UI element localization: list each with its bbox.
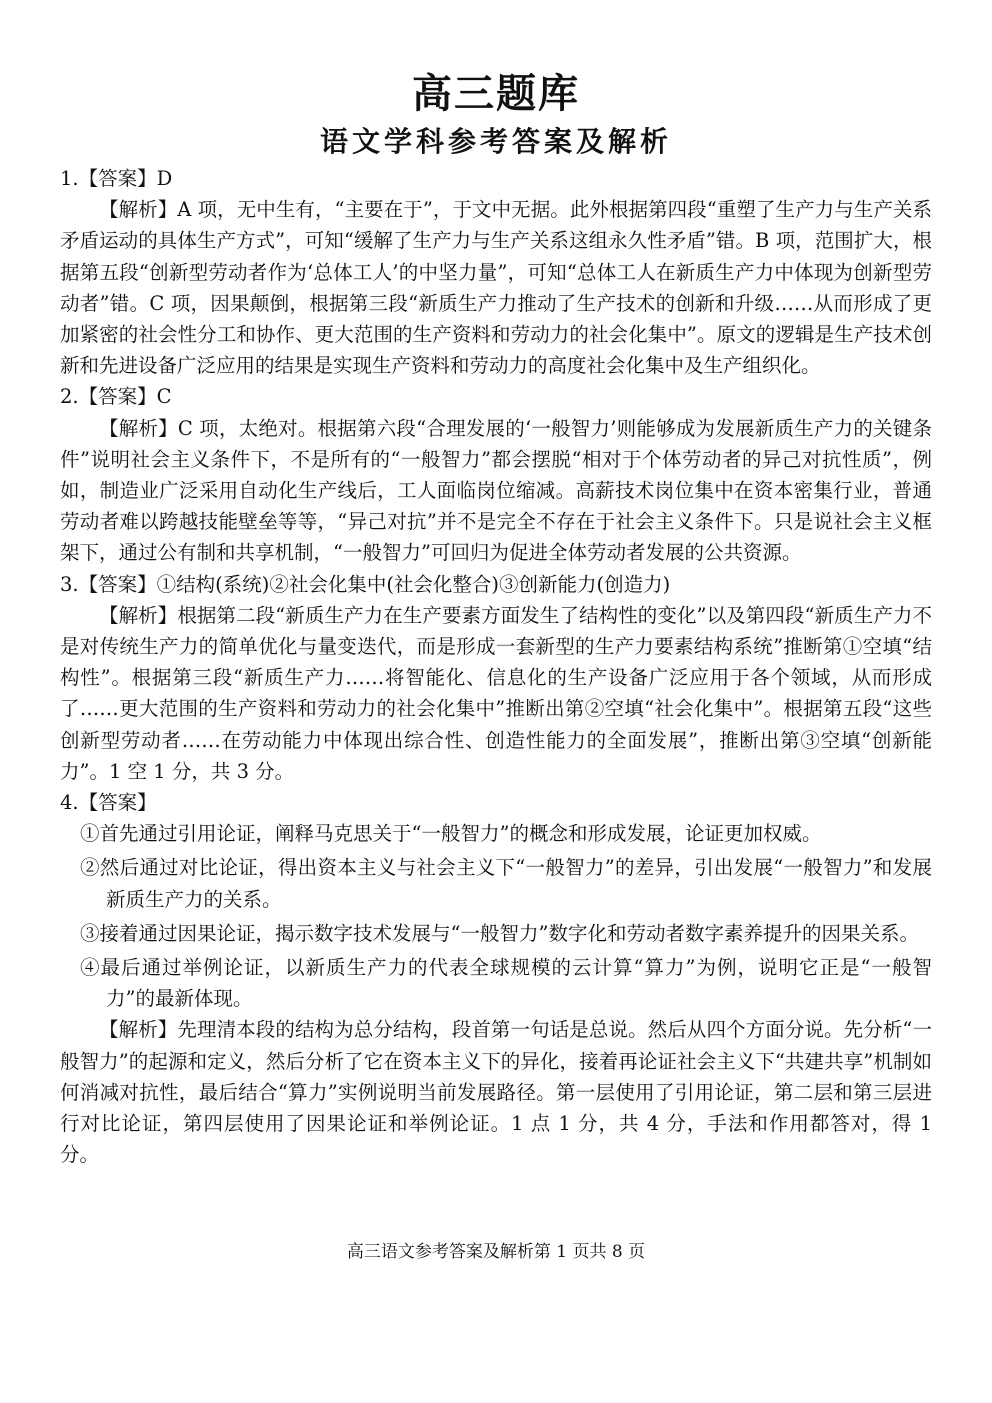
page-subtitle: 语文学科参考答案及解析 [319, 125, 672, 158]
q4-answer: 4.【答案】 [60, 791, 157, 815]
q2-answer: 2.【答案】C [60, 385, 172, 409]
answer-content [60, 163, 932, 1171]
page-footer: 高三语文参考答案及解析第 1 页共 8 页 [346, 1242, 646, 1262]
q1-answer: 1.【答案】D [60, 167, 173, 190]
q2-analysis: 【解析】C 项，太绝对。根据第六段“合理发展的‘一般智力’则能够成为发展新质生产力的关键条件”说明社会主义条件下，不是所有的“一般智力”都会摆脱“相对于个体劳动者的异己对抗性质”，例如，制造业广泛采用自动化生产线后，工人面临岗位缩减。高薪技术岗位集中在资本密集行业，普通劳动者难以跨越技能壁垒等等，“异己对抗”并不是完全不存在于社会主义条件下。只是说社会主义框架下，通过公有制和共享机制，“一般智力”可回归为促进全体劳动者发展的公共资源。 [60, 416, 932, 565]
q3-analysis: 【解析】根据第二段“新质生产力在生产要素方面发生了结构性的变化”以及第四段“新质生产力不是对传统生产力的简单优化与量变迭代，而是形成一套新型的生产力要素结构系统”推断第①空填“结构性”。根据第三段“新质生产力……将智能化、信息化的生产设备广泛应用于各个领域，从而形成了……更大范围的生产资料和劳动力的社会化集中”推断出第②空填“社会化集中”。根据第五段“这些创新型劳动者……在劳动能力中体现出综合性、创造性能力的全面发展”，推断出第③空填“创新能力”。1 空 1 分，共 3 分。 [60, 603, 932, 783]
q1-analysis: 【解析】A 项，无中生有，“主要在于”，于文中无据。此外根据第四段“重塑了生产力与生产关系矛盾运动的具体生产方式”，可知“缓解了生产力与生产关系这组永久性矛盾”错。B 项，范围扩大，根据第五段“创新型劳动者作为‘总体工人’的中坚力量”，可知“总体工人在新质生产力中体现为创新型劳动者”错。C 项，因果颠倒，根据第三段“新质生产力推动了生产技术的创新和升级……从而形成了更加紧密的社会性分工和协作、更大范围的生产资料和劳动力的社会化集中”。原文的逻辑是生产技术创新和先进设备广泛应用的结果是实现生产资料和劳动力的高度社会化集中及生产组织化。 [60, 198, 932, 378]
q4-analysis: 【解析】先理清本段的结构为总分结构，段首第一句话是总说。然后从四个方面分说。先分析“一般智力”的起源和定义，然后分析了它在资本主义下的异化，接着再论证社会主义下“共建共享”机制如何消减对抗性，最后结合“算力”实例说明当前发展路径。第一层使用了引用论证，第二层和第三层进行对比论证，第四层使用了因果论证和举例论证。1 点 1 分，共 4 分，手法和作用都答对，得 1 分。 [60, 1018, 932, 1167]
page-title: 高三题库 [412, 71, 580, 117]
q4-answer-item-2: ②然后通过对比论证，得出资本主义与社会主义下“一般智力”的差异，引出发展“一般智力”和发展新质生产力的关系。 [80, 856, 932, 911]
q4-answer-item-1: ①首先通过引用论证，阐释马克思关于“一般智力”的概念和形成发展，论证更加权威。 [80, 822, 822, 846]
q4-answer-item-3: ③接着通过因果论证，揭示数字技术发展与“一般智力”数字化和劳动者数字素养提升的因果关系。 [80, 921, 919, 945]
q4-answer-item-4: ④最后通过举例论证，以新质生产力的代表全球规模的云计算“算力”为例，说明它正是“一般智力”的最新体现。 [80, 956, 932, 1011]
q3-answer: 3.【答案】①结构(系统)②社会化集中(社会化整合)③创新能力(创造力) [60, 572, 671, 596]
